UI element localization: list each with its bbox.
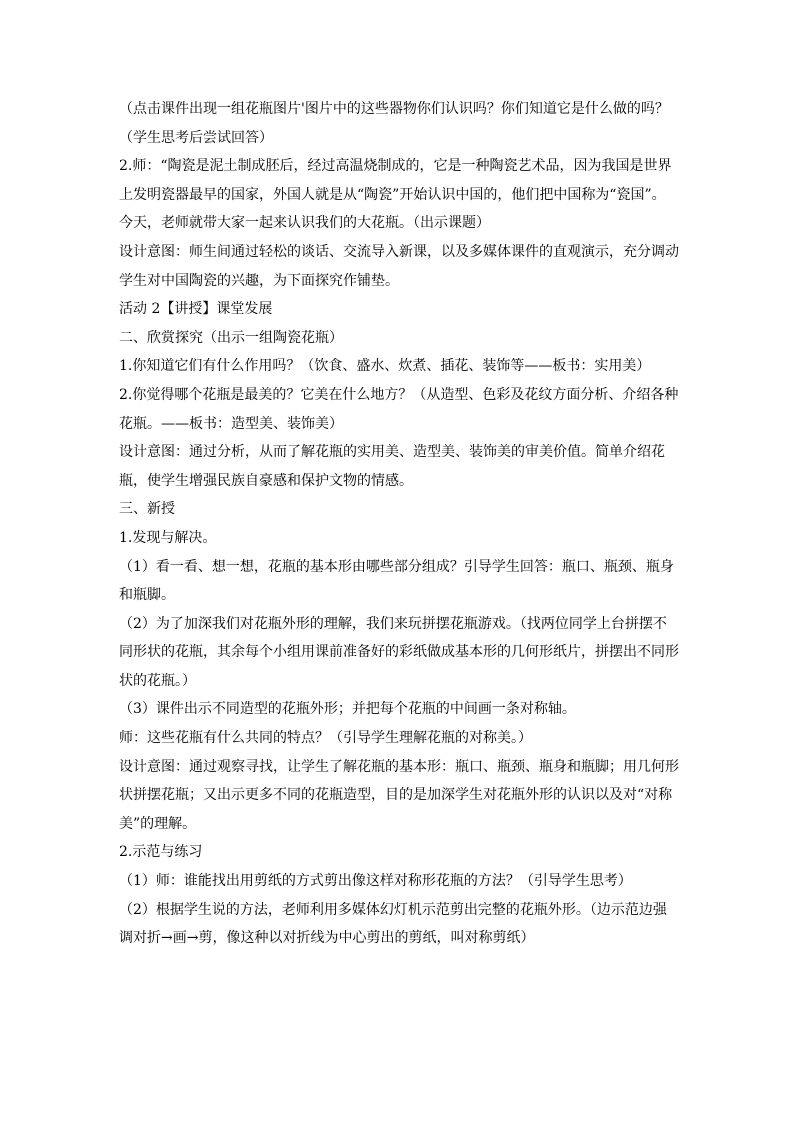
section-heading-new-lesson: 三、新授 <box>119 501 175 518</box>
paragraph-design-intent-3: 设计意图：通过观察寻找，让学生了解花瓶的基本形：瓶口、瓶颈、瓶身和瓶脚；用几何形状拼摆花瓶；又出示更多不同的花瓶造型，目的是加深学生对花瓶外形的认识以及对“对称美”的理解。 <box>119 758 679 832</box>
subheading-discover: 1.发现与解决。 <box>119 529 217 546</box>
paragraph-design-intent-1: 设计意图：师生间通过轻松的谈话、交流导入新课，以及多媒体课件的直观演示，充分调动学生对中国陶瓷的兴趣，为下面探究作铺垫。 <box>119 243 679 289</box>
document-body <box>119 95 679 953</box>
paragraph-demo-step-2: （2）根据学生说的方法，老师利用多媒体幻灯机示范剪出完整的花瓶外形。（边示范边强调对折→画→剪，像这种以对折线为中心剪出的剪纸，叫对称剪纸） <box>119 901 667 947</box>
paragraph-step-2: （2）为了加深我们对花瓶外形的理解，我们来玩拼摆花瓶游戏。（找两位同学上台拼摆不同形状的花瓶，其余每个小组用课前准备好的彩纸做成基本形的几何形纸片，拼摆出不同形状的花瓶。） <box>119 615 679 689</box>
paragraph-design-intent-2: 设计意图：通过分析，从而了解花瓶的实用美、造型美、装饰美的审美价值。简单介绍花瓶，使学生增强民族自豪感和保护文物的情感。 <box>119 444 665 489</box>
paragraph-question-use: 1.你知道它们有什么作用吗？（饮食、盛水、炊煮、插花、装饰等——板书：实用美） <box>119 358 651 375</box>
paragraph-teacher-question: 师：这些花瓶有什么共同的特点？（引导学生理解花瓶的对称美。） <box>119 730 532 747</box>
paragraph-activity-heading: 活动 2【讲授】课堂发展 <box>119 301 273 318</box>
paragraph-step-3: （3）课件出示不同造型的花瓶外形；并把每个花瓶的中间画一条对称轴。 <box>119 701 576 718</box>
section-heading-appreciation: 二、欣赏探究（出示一组陶瓷花瓶） <box>119 329 343 346</box>
paragraph-teacher-ceramics: 2.师：“陶瓷是泥土制成胚后，经过高温烧制成的，它是一种陶瓷艺术品，因为我国是世界上发明瓷器最早的国家，外国人就是从“陶瓷”开始认识中国的，他们把中国称为“瓷国”。今天，老师就带大家一起来认识我们的大花瓶。（出示课题） <box>119 158 672 232</box>
paragraph-intro-question: （点击课件出现一组花瓶图片'图片中的这些器物你们认识吗？你们知道它是什么做的吗？（学生思考后尝试回答） <box>119 101 669 146</box>
paragraph-step-1: （1）看一看、想一想，花瓶的基本形由哪些部分组成？引导学生回答：瓶口、瓶颈、瓶身和瓶脚。 <box>119 558 674 604</box>
paragraph-question-beauty: 2.你觉得哪个花瓶是最美的？它美在什么地方？（从造型、色彩及花纹方面分析、介绍各种花瓶。——板书：造型美、装饰美） <box>119 386 679 432</box>
paragraph-demo-step-1: （1）师：谁能找出用剪纸的方式剪出像这样对称形花瓶的方法？（引导学生思考） <box>119 873 632 890</box>
subheading-demo-practice: 2.示范与练习 <box>119 844 203 861</box>
